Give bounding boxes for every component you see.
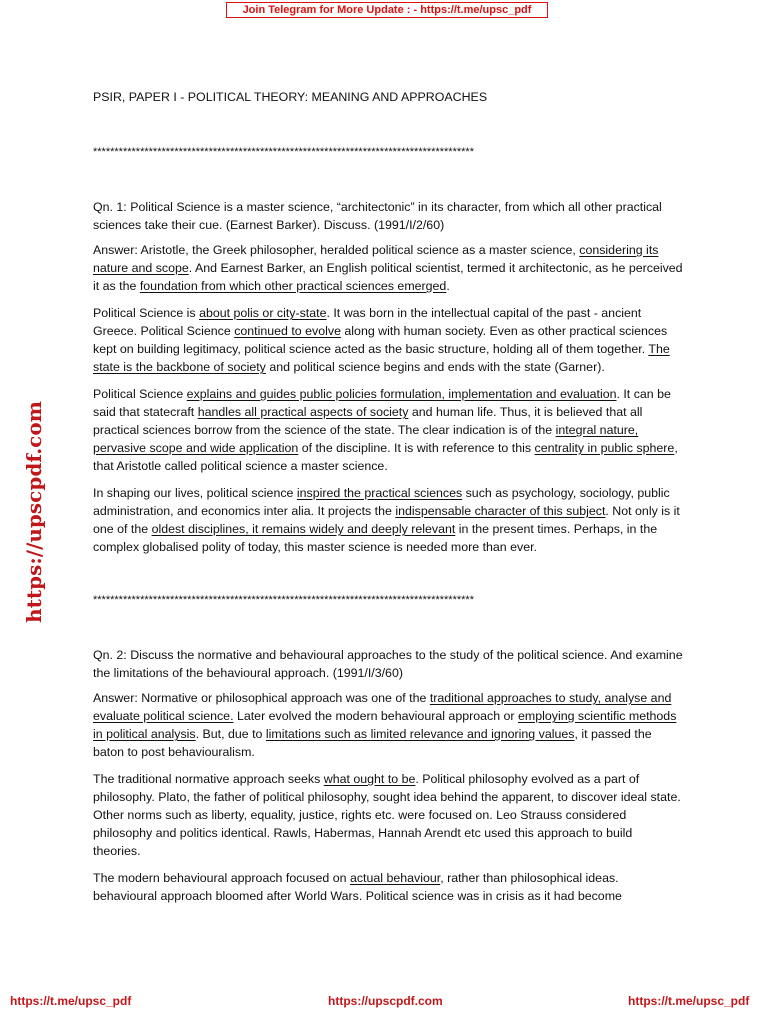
text-run: The traditional: [93, 772, 175, 786]
emphasised-term: normative approach: [174, 772, 285, 786]
underlined-phrase: inspired the practical sciences: [296, 486, 463, 500]
separator: *****************************************************************************************: [93, 594, 474, 606]
q2-para-3: [93, 869, 683, 905]
text-run: , that Aristotle called political science a master science.: [93, 441, 678, 473]
question-2: Qn. 2: Discuss the normative and behavioural approaches to the study of the political science. And examine the limitations of the behavioural approach. (1991/I/3/60): [93, 648, 683, 680]
underlined-phrase: about polis or city-state: [199, 306, 327, 320]
text-run: seeks: [284, 772, 324, 786]
q1-para-2: [93, 304, 683, 376]
underlined-phrase: explains and guides public policies formulation, implementation and evaluation: [186, 387, 617, 401]
text-run: . And Earnest Barker, an English political scientist, termed it architectonic, as he perceived it as the: [93, 261, 683, 293]
doc-title: PSIR, PAPER I - POLITICAL THEORY: MEANING AND APPROACHES: [93, 90, 488, 104]
text-run: focused on: [282, 871, 350, 885]
text-run: Normative or philosophical approach was one of the: [137, 691, 430, 705]
footer-telegram-link-left[interactable]: https://t.me/upsc_pdf: [10, 994, 132, 1008]
text-run: .: [446, 279, 450, 293]
text-run: , rather than philosophical ideas. behavioural approach bloomed after World Wars. Political science was in crisis as it had become: [93, 871, 622, 903]
underlined-phrase: actual behaviour: [349, 871, 441, 885]
text-run: Later evolved the modern behavioural approach or: [233, 709, 518, 723]
text-run: . It was born in the intellectual capital of the past - ancient Greece. Political Science: [93, 306, 642, 338]
answer-label: Answer:: [93, 243, 138, 257]
underlined-phrase: centrality in public sphere: [534, 441, 675, 455]
q2-para-2: [93, 770, 683, 860]
text-run: Political Science: [93, 387, 187, 401]
q1-para-3: [93, 385, 683, 475]
telegram-banner-link[interactable]: Join Telegram for More Update : - https://t.me/upsc_pdf: [226, 2, 548, 18]
separator: *****************************************************************************************: [93, 146, 474, 158]
text-run: such as psychology, sociology, public administration, and economics inter alia. It projects the: [93, 486, 670, 518]
underlined-phrase: continued to evolve: [234, 324, 341, 338]
underlined-phrase: limitations such as limited relevance and ignoring values: [265, 727, 575, 741]
side-watermark: https://upscpdf.com: [22, 401, 46, 623]
q2-answer-p1: [93, 689, 683, 761]
text-run: Aristotle, the Greek philosopher, heralded political science as a master science,: [137, 243, 580, 257]
q1-answer-p1: [93, 241, 683, 295]
underlined-phrase: The state is the backbone of society: [93, 342, 670, 374]
text-run: . But, due to: [195, 727, 266, 741]
text-run: Political Science is: [93, 306, 200, 320]
underlined-phrase: indispensable character of this subject: [395, 504, 606, 518]
document-body: [93, 88, 683, 905]
question-1: Qn. 1: Political Science is a master science, “architectonic” in its character, from which all other practical sciences take their cue. (Earnest Barker). Discuss. (1991/I/2/60): [93, 200, 662, 232]
text-run: In shaping our lives, political science: [93, 486, 297, 500]
underlined-phrase: handles all practical aspects of society: [197, 405, 409, 419]
footer-telegram-link-right[interactable]: https://t.me/upsc_pdf: [628, 994, 750, 1008]
q1-para-4: [93, 484, 683, 556]
text-run: of the discipline. It is with reference to this: [298, 441, 535, 455]
text-run: . Not only is it one of the: [93, 504, 680, 536]
text-run: in the present times. Perhaps, in the complex globalised polity of today, this master science is needed more than ever.: [93, 522, 658, 554]
emphasised-term: behavioural approach: [163, 871, 283, 885]
footer-website-link[interactable]: https://upscpdf.com: [328, 994, 443, 1008]
text-run: along with human society. Even as other practical sciences kept on building legitimacy, political science acted as the basic structure, holding all of them together.: [93, 324, 668, 356]
underlined-phrase: oldest disciplines, it remains widely and deeply relevant: [151, 522, 456, 536]
underlined-phrase: what ought to be: [323, 772, 416, 786]
answer-label: Answer:: [93, 691, 138, 705]
text-run: . It can be said that statecraft: [93, 387, 671, 419]
text-run: and political science begins and ends with the state (Garner).: [265, 360, 605, 374]
text-run: . Political philosophy evolved as a part of philosophy. Plato, the father of political philosophy, sought idea behind the apparent, to discover ideal state. Other norms such as liberty, equality, justice, rights etc. were focused on. Leo Strauss considered philosophy and politics identical. Rawls, Habermas, Hannah Arendt etc used this approach to build theories.: [93, 772, 681, 858]
underlined-phrase: considering its nature and scope: [93, 243, 659, 275]
underlined-phrase: traditional approaches to study, analyse and evaluate political science.: [93, 691, 672, 723]
text-run: and human life. Thus, it is believed that all practical sciences borrow from the science of the state. The clear indication is of the: [93, 405, 643, 437]
text-run: , it passed the baton to post behaviouralism.: [93, 727, 652, 759]
underlined-phrase: foundation from which other practical sciences emerged: [139, 279, 447, 293]
underlined-phrase: employing scientific methods in political analysis: [93, 709, 677, 741]
text-run: The modern: [93, 871, 164, 885]
underlined-phrase: integral nature, pervasive scope and wide application: [93, 423, 639, 455]
